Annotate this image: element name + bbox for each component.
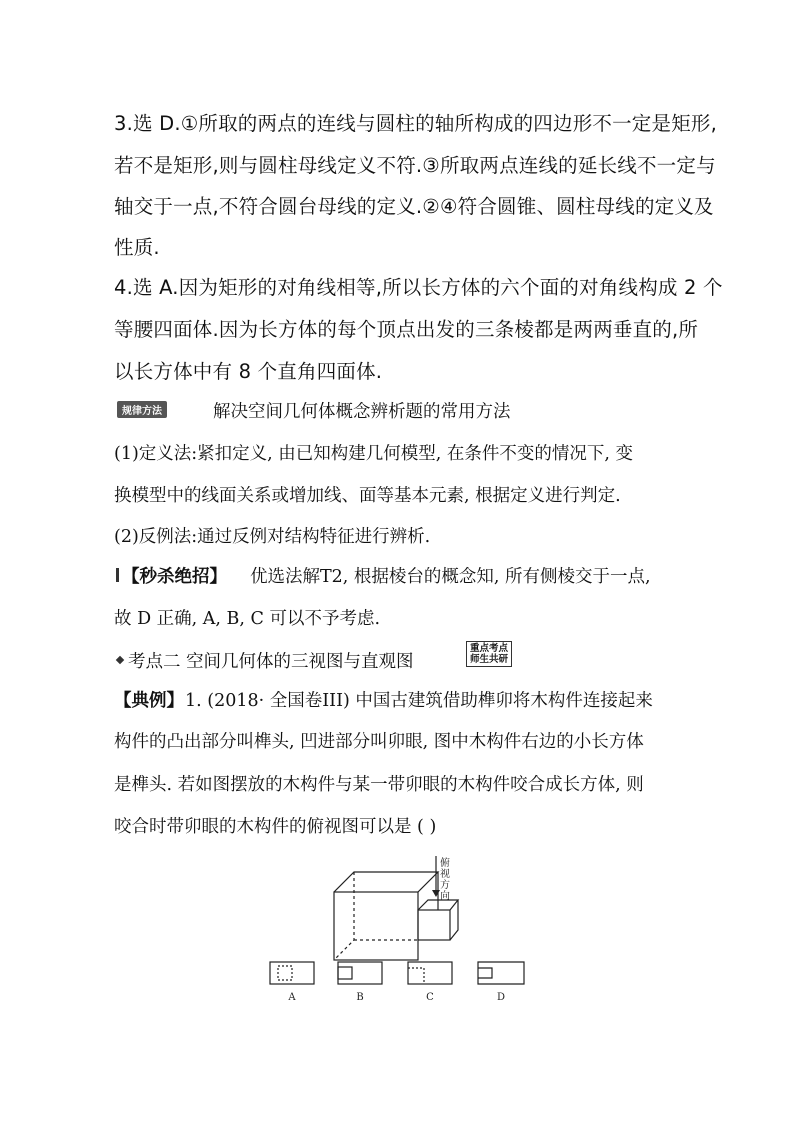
- option-b-view: [338, 962, 382, 984]
- section-tag-line2: 师生共研: [470, 654, 509, 665]
- answer-q4-line3: 以长方体中有 8 个直角四面体.: [114, 360, 383, 383]
- example-line3: 是榫头. 若如图摆放的木构件与某一带卯眼的木构件咬合成长方体, 则: [114, 775, 644, 795]
- method-item1-line1: (1)定义法:紧扣定义, 由已知构建几何模型, 在条件不变的情况下, 变: [114, 444, 634, 464]
- option-d-view: [478, 962, 524, 984]
- example-line4: 咬合时带卯眼的木构件的俯视图可以是 ( ): [114, 817, 437, 837]
- big-box-front: [334, 892, 418, 960]
- answer-q3-line4: 性质.: [114, 236, 160, 259]
- answer-q3-line1: 3.选 D.①所取的两点的连线与圆柱的轴所构成的四边形不一定是矩形,: [114, 112, 717, 135]
- option-a-label: A: [288, 992, 296, 1003]
- section-tag: [466, 641, 512, 667]
- big-box-top: [334, 872, 438, 892]
- arrow-head: [432, 890, 440, 897]
- section-bullet: [116, 656, 124, 664]
- answer-q4-line1: 4.选 A.因为矩形的对角线相等,所以长方体的六个面的对角线构成 2 个: [114, 276, 723, 299]
- big-box-hidden-edge: [334, 872, 354, 960]
- trick-label: 【秒杀绝招】: [122, 567, 227, 587]
- direction-char-4: 向: [440, 891, 450, 902]
- option-c-label: C: [426, 992, 434, 1003]
- direction-char-1: 俯: [440, 858, 450, 869]
- option-d-label: D: [496, 992, 506, 1003]
- answer-q3-line3: 轴交于一点,不符合圆台母线的定义.②④符合圆锥、圆柱母线的定义及: [114, 195, 714, 218]
- section-tag-line1: 重点考点: [470, 643, 509, 654]
- trick-line2: 故 D 正确, A, B, C 可以不予考虑.: [114, 609, 381, 629]
- example-line2: 构件的凸出部分叫榫头, 凹进部分叫卯眼, 图中木构件右边的小长方体: [114, 732, 644, 752]
- example-label: 【典例】: [114, 691, 184, 711]
- tenon-front: [418, 910, 450, 940]
- tenon-right: [450, 900, 458, 940]
- option-c-view: [408, 962, 452, 984]
- method-badge: 规律方法: [117, 401, 167, 418]
- trick-line1: 优选法解T2, 根据棱台的概念知, 所有侧棱交于一点,: [250, 567, 651, 587]
- section-title: 考点二 空间几何体的三视图与直观图: [128, 652, 414, 672]
- trick-marker: [116, 568, 119, 582]
- option-a-view: [270, 962, 314, 984]
- example-line1: 1. (2018· 全国卷III) 中国古建筑借助榫卯将木构件连接起来: [185, 691, 653, 711]
- option-b-label: B: [356, 992, 364, 1003]
- answer-q4-line2: 等腰四面体.因为长方体的每个顶点出发的三条棱都是两两垂直的,所: [114, 318, 699, 341]
- method-title: 解决空间几何体概念辨析题的常用方法: [213, 402, 511, 422]
- direction-char-2: 视: [440, 869, 450, 880]
- method-item2: (2)反例法:通过反例对结构特征进行辨析.: [114, 527, 431, 547]
- method-item1-line2: 换模型中的线面关系或增加线、面等基本元素, 根据定义进行判定.: [114, 486, 621, 506]
- direction-char-3: 方: [440, 880, 450, 891]
- mortise-tenon-figure: [260, 850, 540, 1010]
- answer-q3-line2: 若不是矩形,则与圆柱母线定义不符.③所取两点连线的延长线不一定与: [114, 154, 716, 177]
